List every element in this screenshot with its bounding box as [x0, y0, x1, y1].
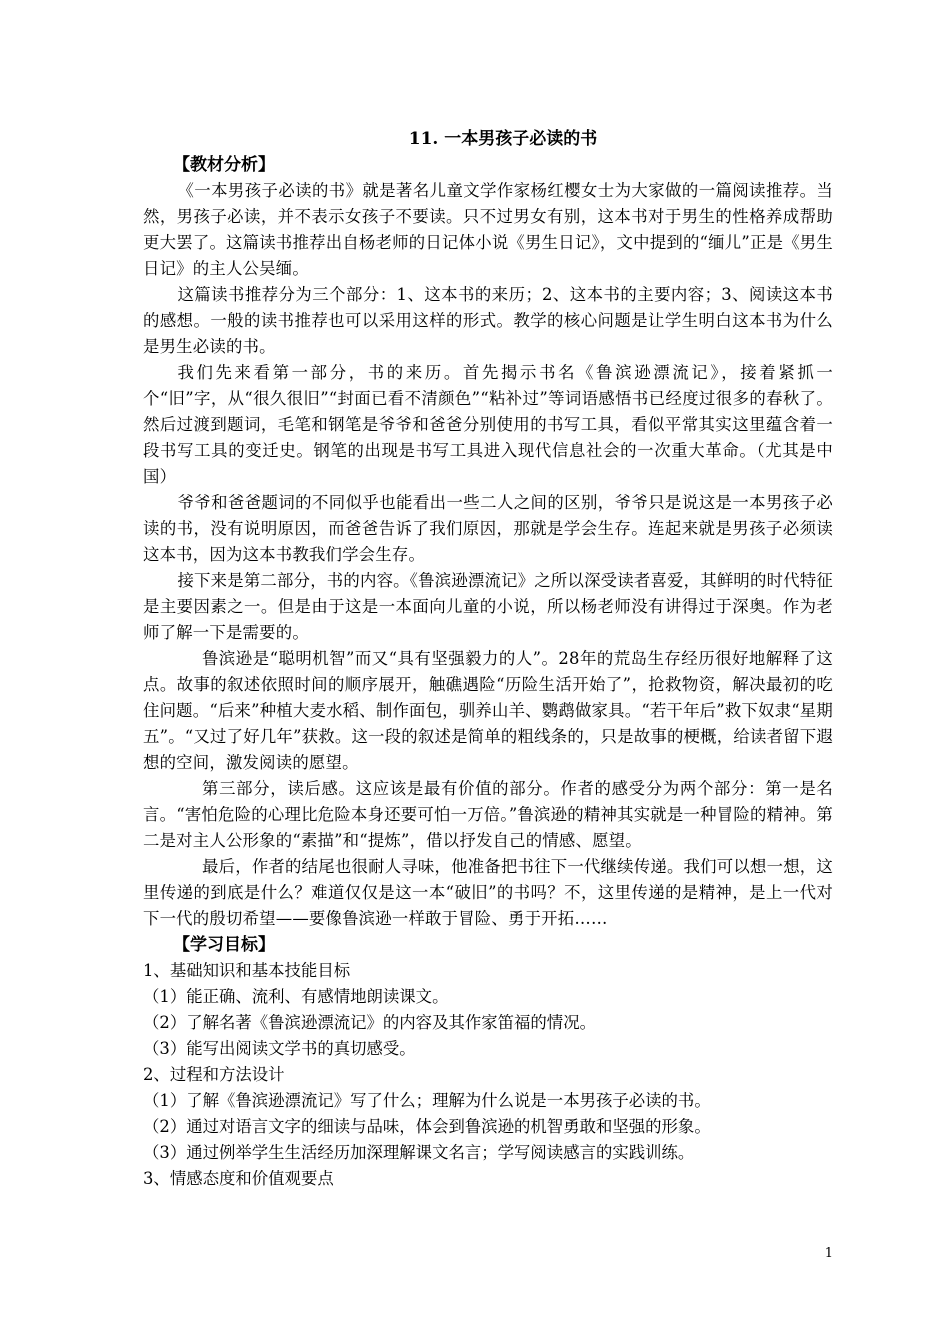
goal-line: （2）了解名著《鲁滨逊漂流记》的内容及其作家笛福的情况。: [143, 1013, 596, 1032]
analysis-heading: 【教材分析】: [173, 155, 275, 175]
goal-line: 1、基础知识和基本技能目标: [143, 961, 351, 980]
document-title: 11. 一本男孩子必读的书: [408, 129, 598, 149]
document-page: [143, 126, 833, 1192]
goals-heading: 【学习目标】: [173, 935, 275, 955]
paragraph-ending: 最后，作者的结尾也很耐人寻味，他准备把书往下一代继续传递。我们可以想一想，这里传递的到底是什么？难道仅仅是这一本“破旧”的书吗？不，这里传递的是精神，是上一代对下一代的殷切希望——要像鲁滨逊一样敢于冒险、勇于开拓……: [143, 857, 833, 928]
paragraph-inscriptions: 爷爷和爸爸题词的不同似乎也能看出一些二人之间的区别，爷爷只是说这是一本男孩子必读的书，没有说明原因，而爸爸告诉了我们原因，那就是学会生存。连起来就是男孩子必须读这本书，因为这本书教我们学会生存。: [143, 493, 833, 564]
goals-list: [143, 958, 833, 1192]
goal-line: （2）通过对语言文字的细读与品味，体会到鲁滨逊的机智勇敢和坚强的形象。: [143, 1117, 711, 1136]
paragraph-intro: 《一本男孩子必读的书》就是著名儿童文学作家杨红樱女士为大家做的一篇阅读推荐。当然，男孩子必读，并不表示女孩子不要读。只不过男女有别，这本书对于男生的性格养成帮助更大罢了。这篇读书推荐出自杨老师的日记体小说《男生日记》，文中提到的“缅儿”正是《男生日记》的主人公吴缅。: [143, 181, 833, 278]
goal-line: （3）通过例举学生生活经历加深理解课文名言；学写阅读感言的实践训练。: [143, 1143, 695, 1162]
paragraph-part-three: 第三部分，读后感。这应该是最有价值的部分。作者的感受分为两个部分：第一是名言。“害怕危险的心理比危险本身还要可怕一万倍。”鲁滨逊的精神其实就是一种冒险的精神。第二是对主人公形象的“素描”和“提炼”，借以抒发自己的情感、愿望。: [143, 779, 833, 850]
goal-line: 3、情感态度和价值观要点: [143, 1169, 334, 1188]
goal-line: （1）能正确、流利、有感情地朗读课文。: [143, 987, 449, 1006]
goal-line: （1）了解《鲁滨逊漂流记》写了什么；理解为什么说是一本男孩子必读的书。: [143, 1091, 711, 1110]
paragraph-robinson: 鲁滨逊是“聪明机智”而又“具有坚强毅力的人”。28年的荒岛生存经历很好地解释了这点。故事的叙述依照时间的顺序展开，触礁遇险“历险生活开始了”，抢救物资，解决最初的吃住问题。“后来”种植大麦水稻、制作面包，驯养山羊、鹦鹉做家具。“若干年后”救下奴隶“星期五”。“又过了好几年”获救。这一段的叙述是简单的粗线条的，只是故事的梗概，给读者留下遐想的空间，激发阅读的愿望。: [143, 649, 833, 772]
page-number: 1: [824, 1246, 833, 1261]
paragraph-part-one: 我们先来看第一部分，书的来历。首先揭示书名《鲁滨逊漂流记》，接着紧抓一个“旧”字，从“很久很旧”“封面已看不清颜色”“粘补过”等词语感悟书已经度过很多的春秋了。然后过渡到题词，毛笔和钢笔是爷爷和爸爸分别使用的书写工具，看似平常其实这里蕴含着一段书写工具的变迁史。钢笔的出现是书写工具进入现代信息社会的一次重大革命。（尤其是中国）: [143, 363, 833, 486]
paragraph-structure: 这篇读书推荐分为三个部分：1、这本书的来历；2、这本书的主要内容；3、阅读这本书的感想。一般的读书推荐也可以采用这样的形式。教学的核心问题是让学生明白这本书为什么是男生必读的书。: [143, 285, 833, 356]
paragraph-part-two: 接下来是第二部分，书的内容。《鲁滨逊漂流记》之所以深受读者喜爱，其鲜明的时代特征是主要因素之一。但是由于这是一本面向儿童的小说，所以杨老师没有讲得过于深奥。作为老师了解一下是需要的。: [143, 571, 833, 642]
goal-line: （3）能写出阅读文学书的真切感受。: [143, 1039, 416, 1058]
goal-line: 2、过程和方法设计: [143, 1065, 285, 1084]
